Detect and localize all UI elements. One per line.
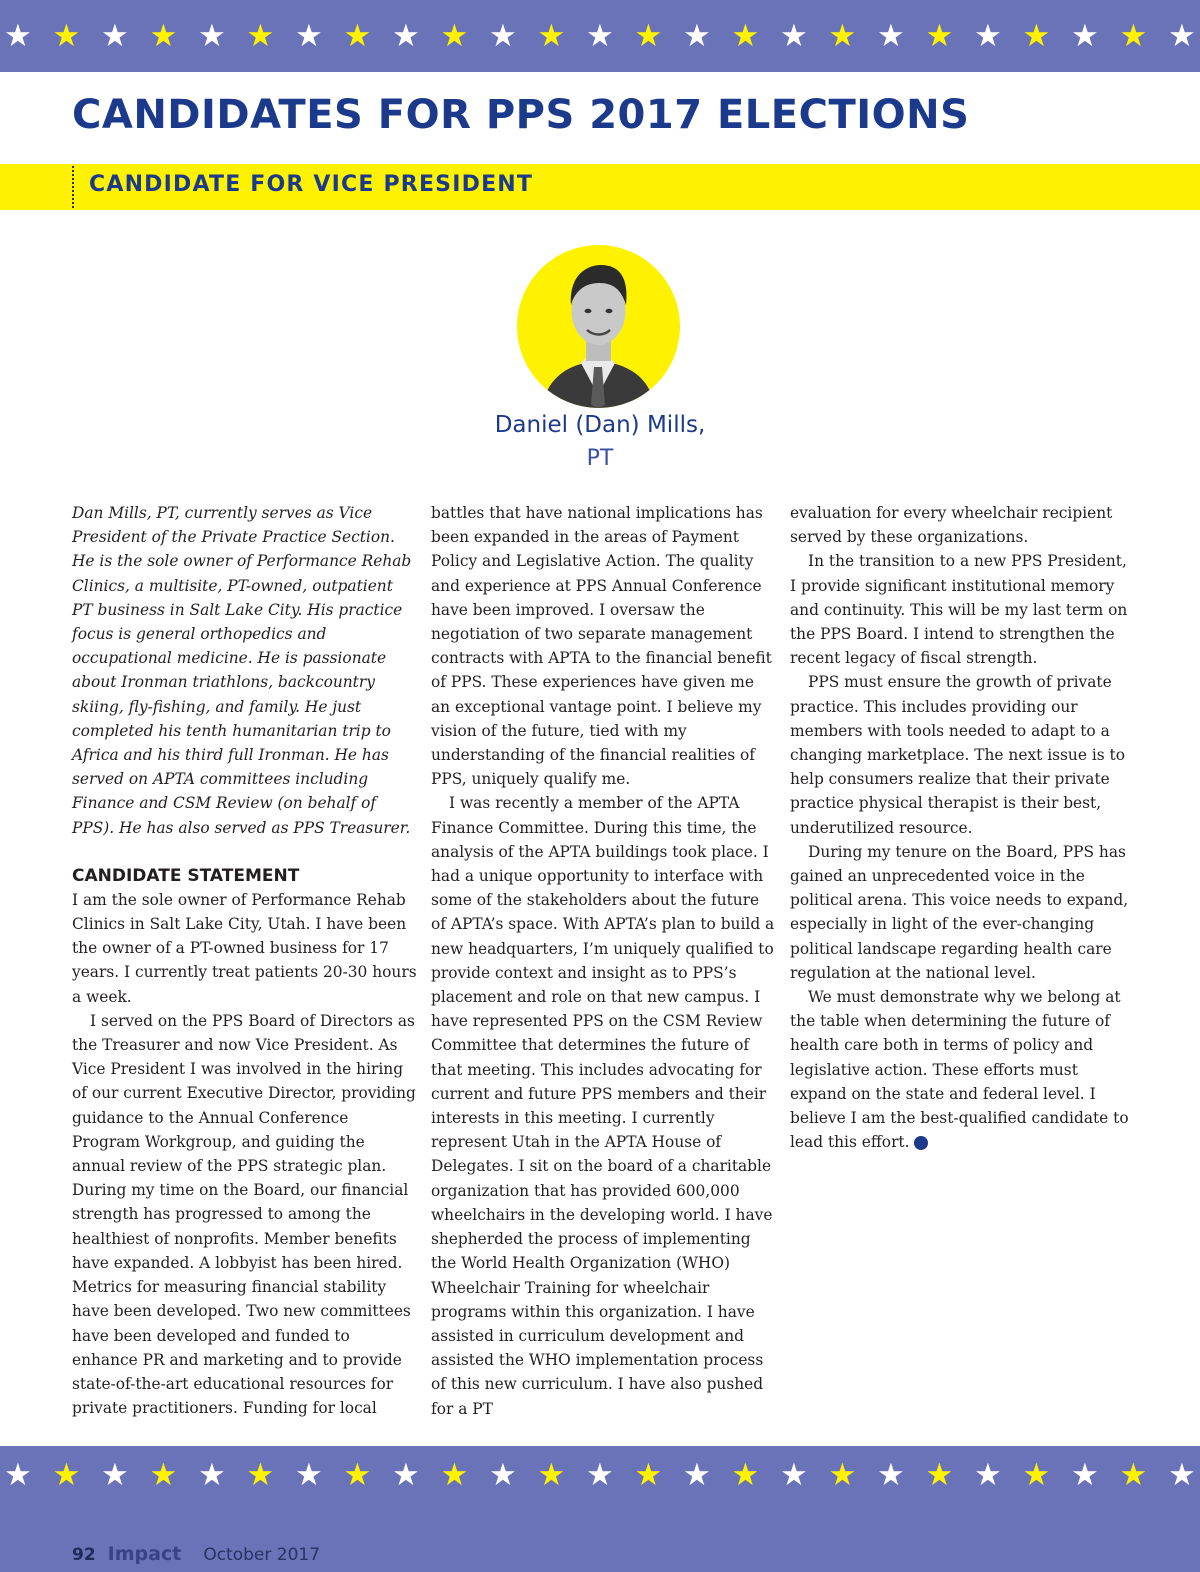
star-icon: ★ xyxy=(149,17,178,54)
star-icon: ★ xyxy=(974,1456,1002,1493)
star-icon: ★ xyxy=(101,17,129,54)
star-icon: ★ xyxy=(780,1456,808,1493)
star-icon: ★ xyxy=(1071,17,1099,54)
portrait-illustration xyxy=(517,245,680,408)
star-icon: ★ xyxy=(828,1456,857,1493)
star-icon: ★ xyxy=(1119,17,1148,54)
text-column-2 xyxy=(431,501,776,1421)
star-icon: ★ xyxy=(489,17,517,54)
star-icon: ★ xyxy=(198,17,226,54)
statement-paragraph: evaluation for every wheelchair recipient served by these organizations. xyxy=(790,504,1113,547)
statement-paragraph: During my tenure on the Board, PPS has gained an unprecedented voice in the political arena. This voice needs to expand, especially in light of the ever-changing political landscape regarding health care regulation at the national level. xyxy=(790,842,1129,982)
star-icon: ★ xyxy=(828,17,857,54)
star-icon: ★ xyxy=(52,17,81,54)
star-icon: ★ xyxy=(4,1456,32,1493)
candidate-bio: Dan Mills, PT, currently serves as Vice President of the Private Practice Section. He is the sole owner of Performance Rehab Clinics, a multisite, PT-owned, outpatient PT business in Salt Lake City. His practice focus is general orthopedics and occupational medicine. He is passionate about Ironman triathlons, backcountry skiing, fly-fishing, and family. He just completed his tenth humanitarian trip to Africa and his third full Ironman. He has served on APTA committees including Finance and CSM Review (on behalf of PPS). He has also served as PPS Treasurer. xyxy=(72,504,412,837)
statement-heading: CANDIDATE STATEMENT xyxy=(72,865,300,886)
star-icon: ★ xyxy=(295,1456,323,1493)
candidate-name: Daniel (Dan) Mills, xyxy=(494,412,706,438)
star-icon: ★ xyxy=(1119,1456,1148,1493)
candidate-credential: PT xyxy=(586,446,614,471)
star-icon: ★ xyxy=(634,1456,663,1493)
star-icon: ★ xyxy=(52,1456,81,1493)
star-icon: ★ xyxy=(1022,17,1051,54)
footer xyxy=(72,1543,320,1565)
star-icon: ★ xyxy=(634,17,663,54)
top-star-banner xyxy=(0,0,1200,72)
candidate-photo xyxy=(517,245,680,408)
statement-paragraph: I served on the PPS Board of Directors as the Treasurer and now Vice President. As Vice President I was involved in the hiring of our current Executive Director, providing guidance to the Annual Conference Program Workgroup, and guiding the annual review of the PPS strategic plan. During my time on the Board, our financial strength has progressed to among the healthiest of nonprofits. Member benefits have expanded. A lobbyist has been hired. Metrics for measuring financial stability have been developed. Two new committees have been developed and funded to enhance PR and marketing and to provide state-of-the-art educational resources for private practitioners. Funding for local xyxy=(72,1011,416,1418)
text-column-3 xyxy=(790,501,1135,1154)
statement-paragraph: In the transition to a new PPS President, I provide significant institutional memory and continuity. This will be my last term on the PPS Board. I intend to strengthen the recent legacy of fiscal strength. xyxy=(790,552,1128,668)
star-icon: ★ xyxy=(537,17,566,54)
star-icon: ★ xyxy=(295,17,323,54)
star-icon: ★ xyxy=(683,17,711,54)
star-icon: ★ xyxy=(537,1456,566,1493)
star-icon: ★ xyxy=(1168,1456,1196,1493)
star-icon: ★ xyxy=(101,1456,129,1493)
bottom-star-banner xyxy=(0,1446,1200,1504)
statement-paragraph-final xyxy=(790,985,1135,1154)
statement-paragraph: battles that have national implications has been expanded in the areas of Payment Policy and Legislative Action. The quality and experience at PPS Annual Conference have been improved. I oversaw the negotiation of two separate management contracts with APTA to the financial benefit of PPS. These experiences have given me an exceptional vantage point. I believe my vision of the future, tied with my understanding of the financial realities of PPS, uniquely qualify me. xyxy=(431,504,772,789)
star-icon: ★ xyxy=(925,17,954,54)
star-icon: ★ xyxy=(731,17,760,54)
star-icon: ★ xyxy=(877,17,905,54)
statement-paragraph: I was recently a member of the APTA Finance Committee. During this time, the analysis of the APTA buildings took place. I had a unique opportunity to interface with some of the stakeholders about the future of APTA’s space. With APTA’s plan to build a new headquarters, I’m uniquely qualified to provide context and insight as to PPS’s placement and role on that new campus. I have represented PPS on the CSM Review Committee that determines the future of that meeting. This includes advocating for current and future PPS members and their interests in this meeting. I currently represent Utah in the APTA House of Delegates. I sit on the board of a charitable organization that has provided 600,000 wheelchairs in the developing world. I have shepherded the process of implementing the World Health Organization (WHO) Wheelchair Training for wheelchair programs within this organization. I have assisted in curriculum development and assisted the WHO implementation process of this new curriculum. I have also pushed for a PT xyxy=(431,794,775,1418)
statement-paragraph: PPS must ensure the growth of private practice. This includes providing our members with tools needed to adapt to a changing marketplace. The next issue is to help consumers realize that their private practice physical therapist is their best, underutilized resource. xyxy=(790,673,1126,837)
star-icon: ★ xyxy=(925,1456,954,1493)
dotted-rule xyxy=(72,166,74,208)
star-icon: ★ xyxy=(149,1456,178,1493)
issue-date: October 2017 xyxy=(203,1545,321,1565)
star-icon: ★ xyxy=(731,1456,760,1493)
star-icon: ★ xyxy=(586,1456,614,1493)
star-icon: ★ xyxy=(780,17,808,54)
star-icon: ★ xyxy=(4,17,32,54)
star-icon: ★ xyxy=(246,1456,275,1493)
star-icon: ★ xyxy=(974,17,1002,54)
star-icon: ★ xyxy=(1168,17,1196,54)
final-paragraph-text: We must demonstrate why we belong at the table when determining the future of health care both in terms of policy and legislative action. These efforts must expand on the state and federal level. I believe I am the best-qualified candidate to lead this effort. xyxy=(790,988,1129,1152)
star-icon: ★ xyxy=(586,17,614,54)
star-icon: ★ xyxy=(683,1456,711,1493)
star-icon: ★ xyxy=(440,1456,469,1493)
text-column-1 xyxy=(72,501,417,1420)
star-icon: ★ xyxy=(198,1456,226,1493)
star-icon: ★ xyxy=(489,1456,517,1493)
page-number: 92 xyxy=(72,1545,96,1565)
end-star-icon: ★ xyxy=(914,1136,928,1150)
section-title: CANDIDATE FOR VICE PRESIDENT xyxy=(89,172,534,197)
star-icon: ★ xyxy=(246,17,275,54)
star-icon: ★ xyxy=(1022,1456,1051,1493)
statement-paragraph: I am the sole owner of Performance Rehab Clinics in Salt Lake City, Utah. I have been the owner of a PT-owned business for 17 years. I currently treat patients 20-30 hours a week. xyxy=(72,890,417,1006)
page-title: CANDIDATES FOR PPS 2017 ELECTIONS xyxy=(72,92,970,138)
star-icon: ★ xyxy=(877,1456,905,1493)
star-icon: ★ xyxy=(440,17,469,54)
magazine-name: Impact xyxy=(107,1543,182,1565)
star-icon: ★ xyxy=(343,17,372,54)
star-icon: ★ xyxy=(392,17,420,54)
star-icon: ★ xyxy=(343,1456,372,1493)
star-icon: ★ xyxy=(392,1456,420,1493)
star-icon: ★ xyxy=(1071,1456,1099,1493)
